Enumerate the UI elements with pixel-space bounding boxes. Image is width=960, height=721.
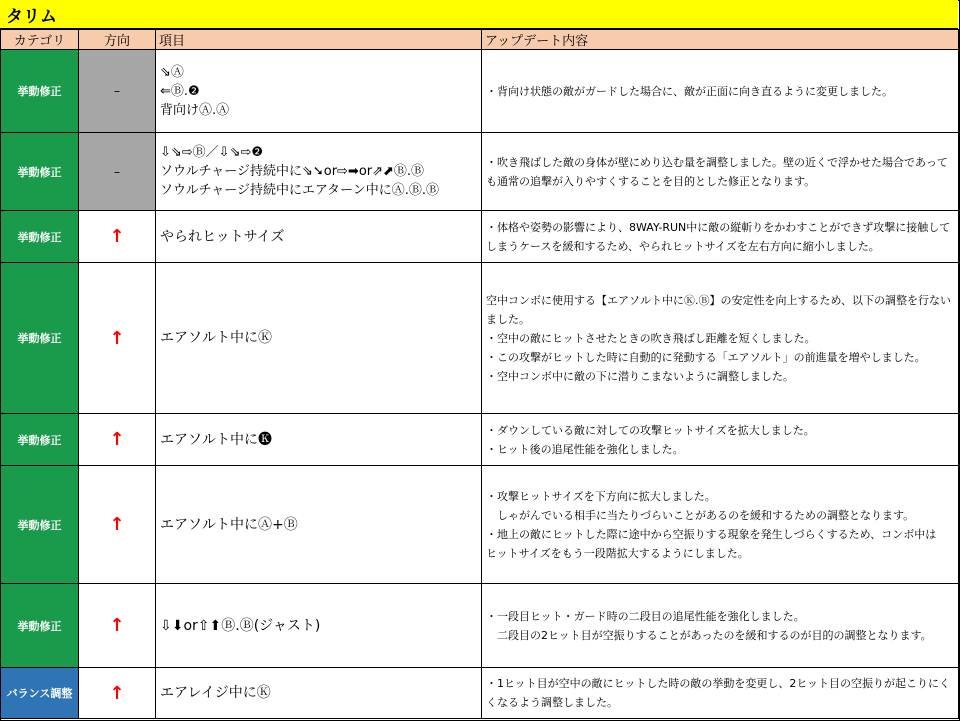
content-line: しゃがんでいる相手に当たりづらいことがあるのを緩和するための調整となります。 (486, 508, 915, 522)
category-cell: バランス調整 (1, 668, 79, 719)
category-cell: 挙動修正 (1, 50, 79, 133)
direction-cell (79, 584, 156, 668)
content-line: ・地上の敵にヒットした際に途中から空振りする現象を発生しづらくするため、コンボ中は (486, 527, 937, 541)
content-line: 空中コンボに使用する【エアソルト中にⓀ.Ⓑ】の安定性を向上するため、以下の調整を行ない (486, 293, 952, 307)
content-cell (482, 414, 959, 466)
item-cell (156, 668, 482, 719)
item-line: ⇩⇘⇨Ⓑ／⇩⇘⇨❷ (160, 145, 264, 160)
content-line: ・空中の敵にヒットさせたときの吹き飛ばし距離を短くしました。 (486, 331, 816, 345)
content-cell (482, 668, 959, 719)
category-cell: 挙動修正 (1, 584, 79, 668)
item-line: ソウルチャージ持続中に⇘➘or⇨➡or⇗⬈Ⓑ.Ⓑ (160, 164, 425, 179)
up-arrow-icon: ↑ (109, 327, 125, 349)
direction-cell (79, 263, 156, 414)
up-arrow-icon: ↑ (109, 615, 125, 636)
content-line: 二段目の2ヒット目が空振りすることがあったのを緩和するのが目的の調整となります。 (486, 628, 932, 642)
content-cell (482, 584, 959, 668)
content-cell (482, 466, 959, 584)
category-cell: 挙動修正 (1, 414, 79, 466)
direction-cell (79, 50, 156, 133)
character-name: タリム (6, 7, 57, 27)
table-row (1, 466, 959, 584)
header-content: アップデート内容 (482, 30, 959, 50)
content-line: しまうケースを緩和するため、やられヒットサイズを左右方向に縮小しました。 (486, 239, 880, 253)
content-line: も通常の追撃が入りやすくすることを目的とした修正となります。 (486, 174, 816, 188)
direction-cell (79, 211, 156, 263)
direction-cell (79, 668, 156, 719)
category-cell: 挙動修正 (1, 263, 79, 414)
table-row (1, 414, 959, 466)
direction-cell (79, 414, 156, 466)
table-row (1, 584, 959, 668)
content-line: ・ダウンしている敵に対しての攻撃ヒットサイズを拡大しました。 (486, 423, 815, 437)
item-line: やられヒットサイズ (160, 228, 285, 245)
item-line: エアレイジ中にⓀ (160, 685, 271, 701)
table-row (1, 50, 959, 133)
content-line: ・空中コンボ中に敵の下に潜りこまないように調整しました。 (486, 369, 794, 383)
item-line: エアソルト中にⒶ+Ⓑ (160, 516, 298, 533)
content-line: ・吹き飛ばした敵の身体が壁にめり込む量を調整しました。壁の近くで浮かせた場合であって (486, 155, 948, 169)
table-row (1, 668, 959, 719)
item-cell (156, 211, 482, 263)
direction-cell (79, 466, 156, 584)
up-arrow-icon: ↑ (109, 226, 125, 247)
up-arrow-icon: ↑ (109, 429, 125, 450)
content-line: くなるよう調整しました。 (486, 696, 618, 709)
content-line: ・1ヒット目が空中の敵にヒットした時の敵の挙動を変更し、2ヒット目の空振りが起こりにく (486, 677, 951, 690)
item-cell (156, 50, 482, 133)
direction-dash: – (114, 84, 120, 98)
item-line: エアソルト中にⓀ (160, 330, 272, 346)
direction-cell (79, 133, 156, 211)
item-line: ⇘Ⓐ (160, 64, 184, 80)
direction-dash: – (114, 164, 120, 179)
header-direction: 方向 (79, 30, 156, 50)
item-cell (156, 263, 482, 414)
header-category: カテゴリ (1, 30, 79, 50)
category-cell: 挙動修正 (1, 211, 79, 263)
item-cell (156, 414, 482, 466)
item-cell (156, 584, 482, 668)
table-row (1, 133, 959, 211)
content-cell (482, 133, 959, 211)
item-cell (156, 133, 482, 211)
content-cell (482, 211, 959, 263)
item-line: ソウルチャージ持続中にエアターン中にⒶ.Ⓑ.Ⓑ (160, 183, 440, 198)
category-cell: 挙動修正 (1, 133, 79, 211)
content-line: ・攻撃ヒットサイズを下方向に拡大しました。 (486, 489, 716, 503)
content-line: ・体格や姿勢の影響により、8WAY-RUN中に敵の縦斬りをかわすことができず攻撃に接触して (486, 220, 951, 234)
category-cell: 挙動修正 (1, 466, 79, 584)
table-row (1, 211, 959, 263)
item-line: ⇩⬇or⇧⬆Ⓑ.Ⓑ(ジャスト) (160, 617, 321, 634)
up-arrow-icon: ↑ (109, 514, 125, 535)
header-item: 項目 (156, 30, 482, 50)
content-cell (482, 263, 959, 414)
character-title-bar (0, 0, 958, 29)
table-row (1, 263, 959, 414)
content-line: ・ヒット後の追尾性能を強化しました。 (486, 442, 684, 456)
item-line: ⇐Ⓑ.❷ (160, 83, 200, 99)
content-line: ヒットサイズをもう一段階拡大するようにしました。 (486, 546, 749, 560)
update-table (0, 29, 959, 719)
item-line: エアソルト中に🅚 (160, 431, 272, 448)
content-cell (482, 50, 959, 133)
item-cell (156, 466, 482, 584)
content-line: ました。 (486, 312, 530, 326)
content-line: ・一段目ヒット・ガード時の二段目の追尾性能を強化しました。 (486, 609, 805, 623)
up-arrow-icon: ↑ (109, 682, 125, 704)
content-line: ・背向け状態の敵がガードした場合に、敵が正面に向き直るように変更しました。 (486, 84, 893, 98)
item-line: 背向けⒶ.Ⓐ (160, 102, 230, 118)
content-line: ・この攻撃がヒットした時に自動的に発動する「エアソルト」の前進量を増やしました。 (486, 350, 926, 364)
header-row (1, 30, 959, 50)
